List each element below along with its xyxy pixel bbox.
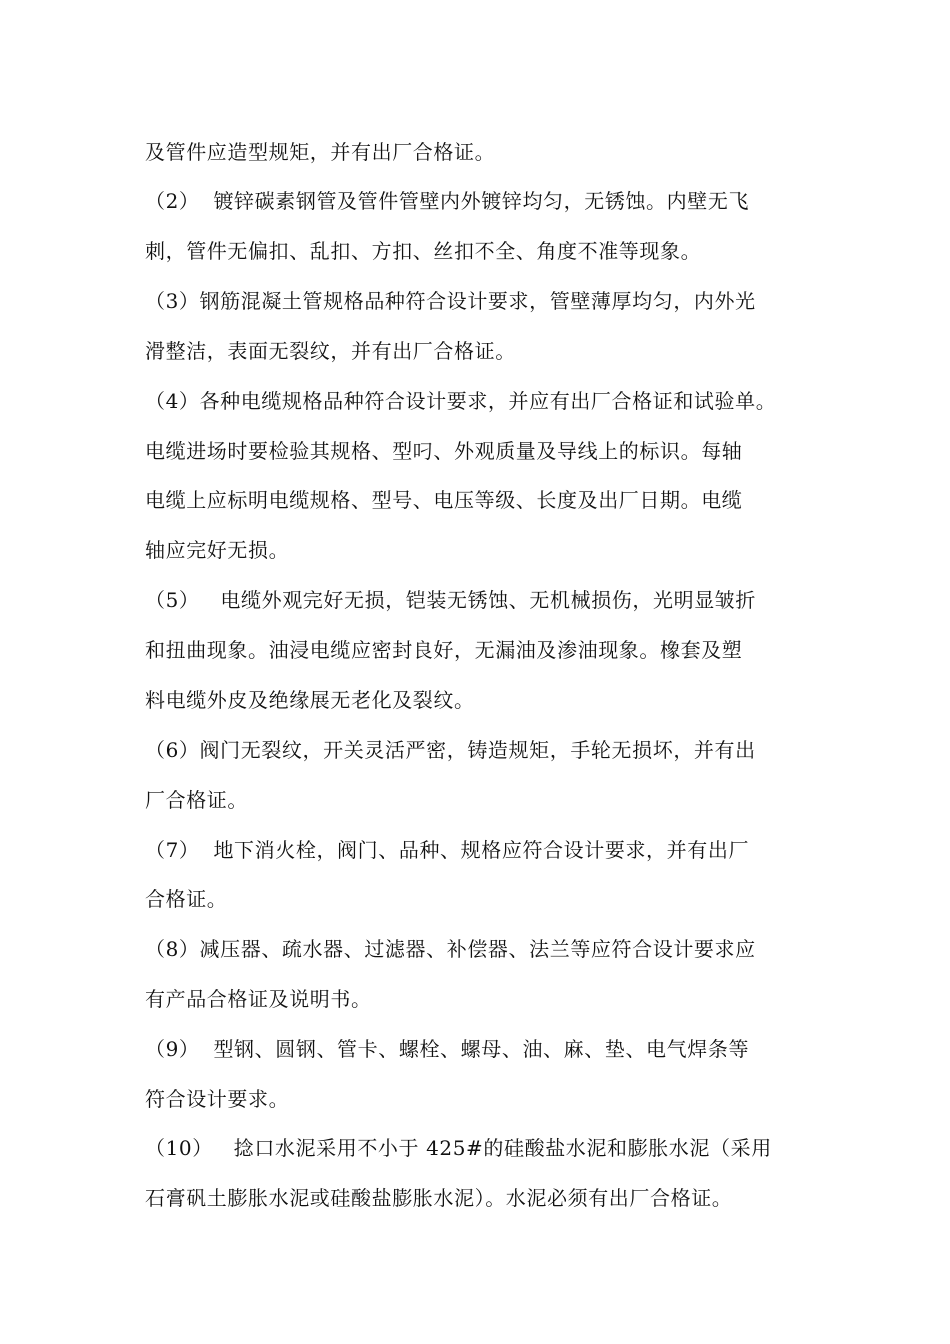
text-line: （3）钢筋混凝土管规格品种符合设计要求，管壁薄厚均匀，内外光 (145, 289, 756, 313)
text-line: 刺，管件无偏扣、乱扣、方扣、丝扣不全、角度不准等现象。 (145, 239, 702, 263)
text-line: 和扭曲现象。油浸电缆应密封良好，无漏油及渗油现象。橡套及塑 (145, 638, 743, 662)
text-line: （9） 型钢、圆钢、管卡、螺栓、螺母、油、麻、垫、电气焊条等 (145, 1037, 750, 1061)
text-line: （10） 捻口水泥采用不小于 425#的硅酸盐水泥和膨胀水泥（采用 (145, 1136, 772, 1160)
text-line: （2） 镀锌碳素钢管及管件管壁内外镀锌均匀，无锈蚀。内壁无飞 (145, 189, 750, 213)
text-line: 有产品合格证及说明书。 (145, 987, 372, 1011)
text-line: 轴应完好无损。 (145, 538, 290, 562)
text-line: （5） 电缆外观完好无损，铠装无锈蚀、无机械损伤，光明显皱折 (145, 588, 756, 612)
text-line: （6）阀门无裂纹，开关灵活严密，铸造规矩，手轮无损坏，并有出 (145, 738, 756, 762)
text-line: 及管件应造型规矩，并有出厂合格证。 (145, 140, 496, 164)
text-line: 电缆进场时要检验其规格、型叼、外观质量及导线上的标识。每轴 (145, 439, 743, 463)
text-line: （4）各种电缆规格品种符合设计要求，并应有出厂合格证和试验单。 (145, 389, 777, 413)
text-line: 石膏矾土膨胀水泥或硅酸盐膨胀水泥）。水泥必须有出厂合格证。 (145, 1186, 733, 1210)
text-line: 料电缆外皮及绝缘展无老化及裂纹。 (145, 688, 475, 712)
text-line: 合格证。 (145, 887, 228, 911)
text-line: （8）减压器、疏水器、过滤器、补偿器、法兰等应符合设计要求应 (145, 937, 756, 961)
text-line: 电缆上应标明电缆规格、型号、电压等级、长度及出厂日期。电缆 (145, 488, 743, 512)
text-line: （7） 地下消火栓，阀门、品种、规格应符合设计要求，并有出厂 (145, 838, 750, 862)
text-line: 符合设计要求。 (145, 1087, 290, 1111)
text-line: 滑整洁，表面无裂纹，并有出厂合格证。 (145, 339, 516, 363)
text-line: 厂合格证。 (145, 788, 248, 812)
